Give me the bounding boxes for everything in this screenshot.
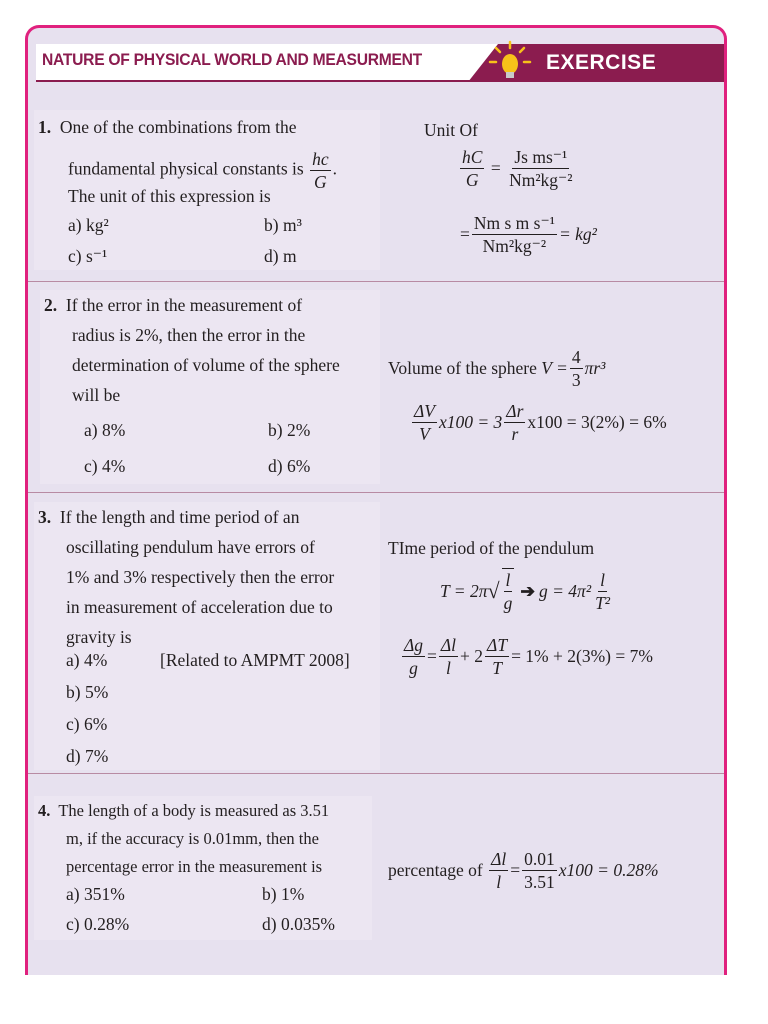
option-b: b) m³ (264, 215, 302, 235)
divider (28, 773, 724, 774)
page-header (28, 28, 724, 90)
question-2 (44, 290, 384, 410)
question-line: If the length and time period of an (59, 507, 300, 527)
question-line: determination of volume of the sphere (72, 355, 340, 375)
question-line: fundamental physical constants is (68, 158, 304, 179)
option-d: d) m (264, 246, 297, 266)
lightbulb-icon (488, 40, 532, 84)
question-line: in measurement of acceleration due to (66, 597, 333, 617)
fraction: $\frac{hc}{G}$ (312, 149, 329, 192)
option-d: d) 7% (66, 746, 109, 766)
option-a: a) 351% (66, 884, 125, 904)
chapter-banner (36, 44, 498, 82)
option-d: d) 6% (268, 456, 311, 476)
exercise-page (25, 25, 727, 975)
option-c: c) s⁻¹ (68, 246, 108, 266)
option-c: c) 6% (66, 714, 108, 734)
option-c: c) 4% (84, 456, 126, 476)
chapter-title: NATURE OF PHYSICAL WORLD AND MEASURMENT (42, 50, 422, 69)
option-c: c) 0.28% (66, 914, 130, 934)
solution-line-2: = $\frac{\text{Nm s m s⁻¹}}{\text{Nm²kg⁻²}}$ = kg² (460, 213, 597, 256)
arrow-icon: ➔ (520, 580, 535, 601)
question-line: One of the combinations from the (59, 117, 297, 137)
solution-line-2: $\frac{\Delta g}{g}$ = $\frac{\Delta l}{l}$ + 2 $\frac{\Delta T}{T}$ = 1% + 2(3%) = 7% (404, 635, 653, 678)
solution-label: TIme period of the pendulum (388, 538, 595, 558)
option-a: a) kg² (68, 215, 109, 235)
question-3 (38, 502, 384, 652)
question-line: If the error in the measurement of (65, 295, 303, 315)
question-number: 1. (38, 117, 52, 137)
reference-note: [Related to AMPMT 2008] (160, 650, 350, 670)
question-line: radius is 2%, then the error in the (72, 325, 306, 345)
divider (28, 492, 724, 493)
solution-line-1: $\frac{hC}{G}$ = $\frac{\text{Js ms⁻¹}}{\text{Nm²kg⁻²}}$ (462, 147, 573, 190)
solution-line-1: T = 2π √ $\frac{l}{g}$ ➔ g = 4π² $\frac{l}{\text{T²}}$ (440, 569, 611, 613)
option-b: b) 5% (66, 682, 109, 702)
option-d: d) 0.035% (262, 914, 335, 934)
question-line: will be (72, 385, 121, 405)
exercise-label: EXERCISE (546, 51, 657, 74)
question-line: m, if the accuracy is 0.01mm, then the (66, 829, 319, 848)
question-line: 1% and 3% respectively then the error (66, 567, 335, 587)
question-number: 3. (38, 507, 52, 527)
solution-line-2: $\frac{\Delta V}{V}$ x100 = 3 $\frac{\Delta r}{r}$ x100 = 3(2%) = 6% (414, 401, 667, 444)
question-number: 4. (38, 801, 51, 820)
solution-label: Unit Of (424, 120, 478, 140)
question-line: oscillating pendulum have errors of (66, 537, 315, 557)
question-line: gravity is (66, 627, 132, 647)
question-number: 2. (44, 295, 58, 315)
question-line: The length of a body is measured as 3.51 (58, 801, 330, 820)
option-a: a) 8% (84, 420, 126, 440)
divider (28, 281, 724, 282)
question-line: percentage error in the measurement is (66, 857, 323, 876)
option-a: a) 4% (66, 650, 108, 670)
question-1: 1. One of the combinations from the fundamental physical constants is $\frac{hc}{G}$ . The unit of this expression is (38, 112, 378, 211)
solution-line-1: percentage of $\frac{\Delta l}{l}$ = $\frac{0.01}{3.51}$ x100 = 0.28% (388, 849, 659, 892)
question-4 (38, 796, 382, 882)
option-b: b) 2% (268, 420, 311, 440)
solution-line-1: Volume of the sphere V = $\frac{4}{3}$ πr³ (388, 347, 606, 390)
option-b: b) 1% (262, 884, 305, 904)
question-line: The unit of this expression is (68, 186, 271, 206)
